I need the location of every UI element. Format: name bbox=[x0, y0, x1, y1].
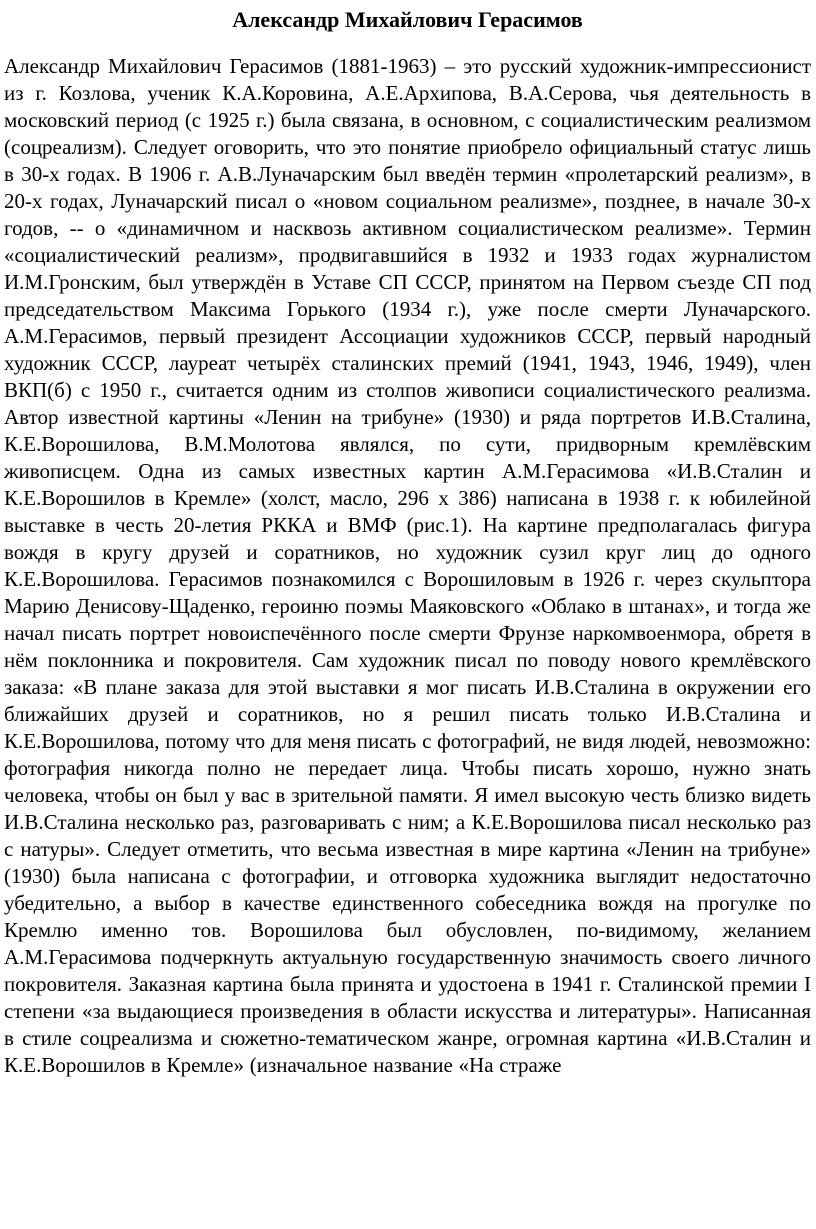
body-paragraph: Александр Михайлович Герасимов (1881-1963) – это русский художник-импрессионист из г. Козлова, ученик К.А.Коровина, А.Е.Архипова, В.А.Серова, чья деятельность в московский период (с 1925 г.) была связана, в основном, с социалистическим реализмом (соцреализм). Следует оговорить, что это понятие приобрело официальный статус лишь в 30-х годах. В 1906 г. А.В.Луначарским был введён термин «пролетарский реализм», в 20-х годах, Луначарский писал о «новом социальном реализме», позднее, в начале 30-х годов, -- о «динамичном и насквозь активном социалистическом реализме». Термин «социалистический реализм», продвигавшийся в 1932 и 1933 годах журналистом И.М.Гронским, был утверждён в Уставе СП СССР, принятом на Первом съезде СП под председательством Максима Горького (1934 г.), уже после смерти Луначарского. А.М.Герасимов, первый президент Ассоциации художников СССР, первый народный художник СССР, лауреат четырёх сталинских премий (1941, 1943, 1946, 1949), член ВКП(б) с 1950 г., считается одним из столпов живописи социалистического реализма. Автор известной картины «Ленин на трибуне» (1930) и ряда портретов И.В.Сталина, К.Е.Ворошилова, В.М.Молотова являлся, по сути, придворным кремлёвским живописцем. Одна из самых известных картин А.М.Герасимова «И.В.Сталин и К.Е.Ворошилов в Кремле» (холст, масло, 296 х 386) написана в 1938 г. к юбилейной выставке в честь 20-летия РККА и ВМФ (рис.1). На картине предполагалась фигура вождя в кругу друзей и соратников, но художник сузил круг лиц до одного К.Е.Ворошилова. Герасимов познакомился с Ворошиловым в 1926 г. через скульптора Марию Денисову-Щаденко, героиню поэмы Маяковского «Облако в штанах», и тогда же начал писать портрет новоиспечённого после смерти Фрунзе наркомвоенмора, обретя в нём поклонника и покровителя. Сам художник писал по поводу нового кремлёвского заказа: «В плане заказа для этой выставки я мог писать И.В.Сталина в окружении его ближайших друзей и соратников, но я решил писать только И.В.Сталина и К.Е.Ворошилова, потому что для меня писать с фотографий, не видя людей, невозможно: фотография никогда полно не передает лица. Чтобы писать хорошо, нужно знать человека, чтобы он был у вас в зрительной памяти. Я имел высокую честь близко видеть И.В.Сталина несколько раз, разговаривать с ним; а К.Е.Ворошилова писал несколько раз с натуры». Следует отметить, что весьма известная в мире картина «Ленин на трибуне» (1930) была написана с фотографии, и отговорка художника выглядит недостаточно убедительно, а выбор в качестве единственного собеседника вождя на прогулке по Кремлю именно тов. Ворошилова был обусловлен, по-видимому, желанием А.М.Герасимова подчеркнуть актуальную государственную значимость своего личного покровителя. Заказная картина была принята и удостоена в 1941 г. Сталинской премии I степени «за выдающиеся произведения в области искусства и литературы». Написанная в стиле соцреализма и сюжетно-тематическом жанре, огромная картина «И.В.Сталин и К.Е.Ворошилов в Кремле» (изначальное название «На страже bbox=[4, 54, 811, 1077]
page-title: Александр Михайлович Герасимов bbox=[232, 7, 583, 32]
